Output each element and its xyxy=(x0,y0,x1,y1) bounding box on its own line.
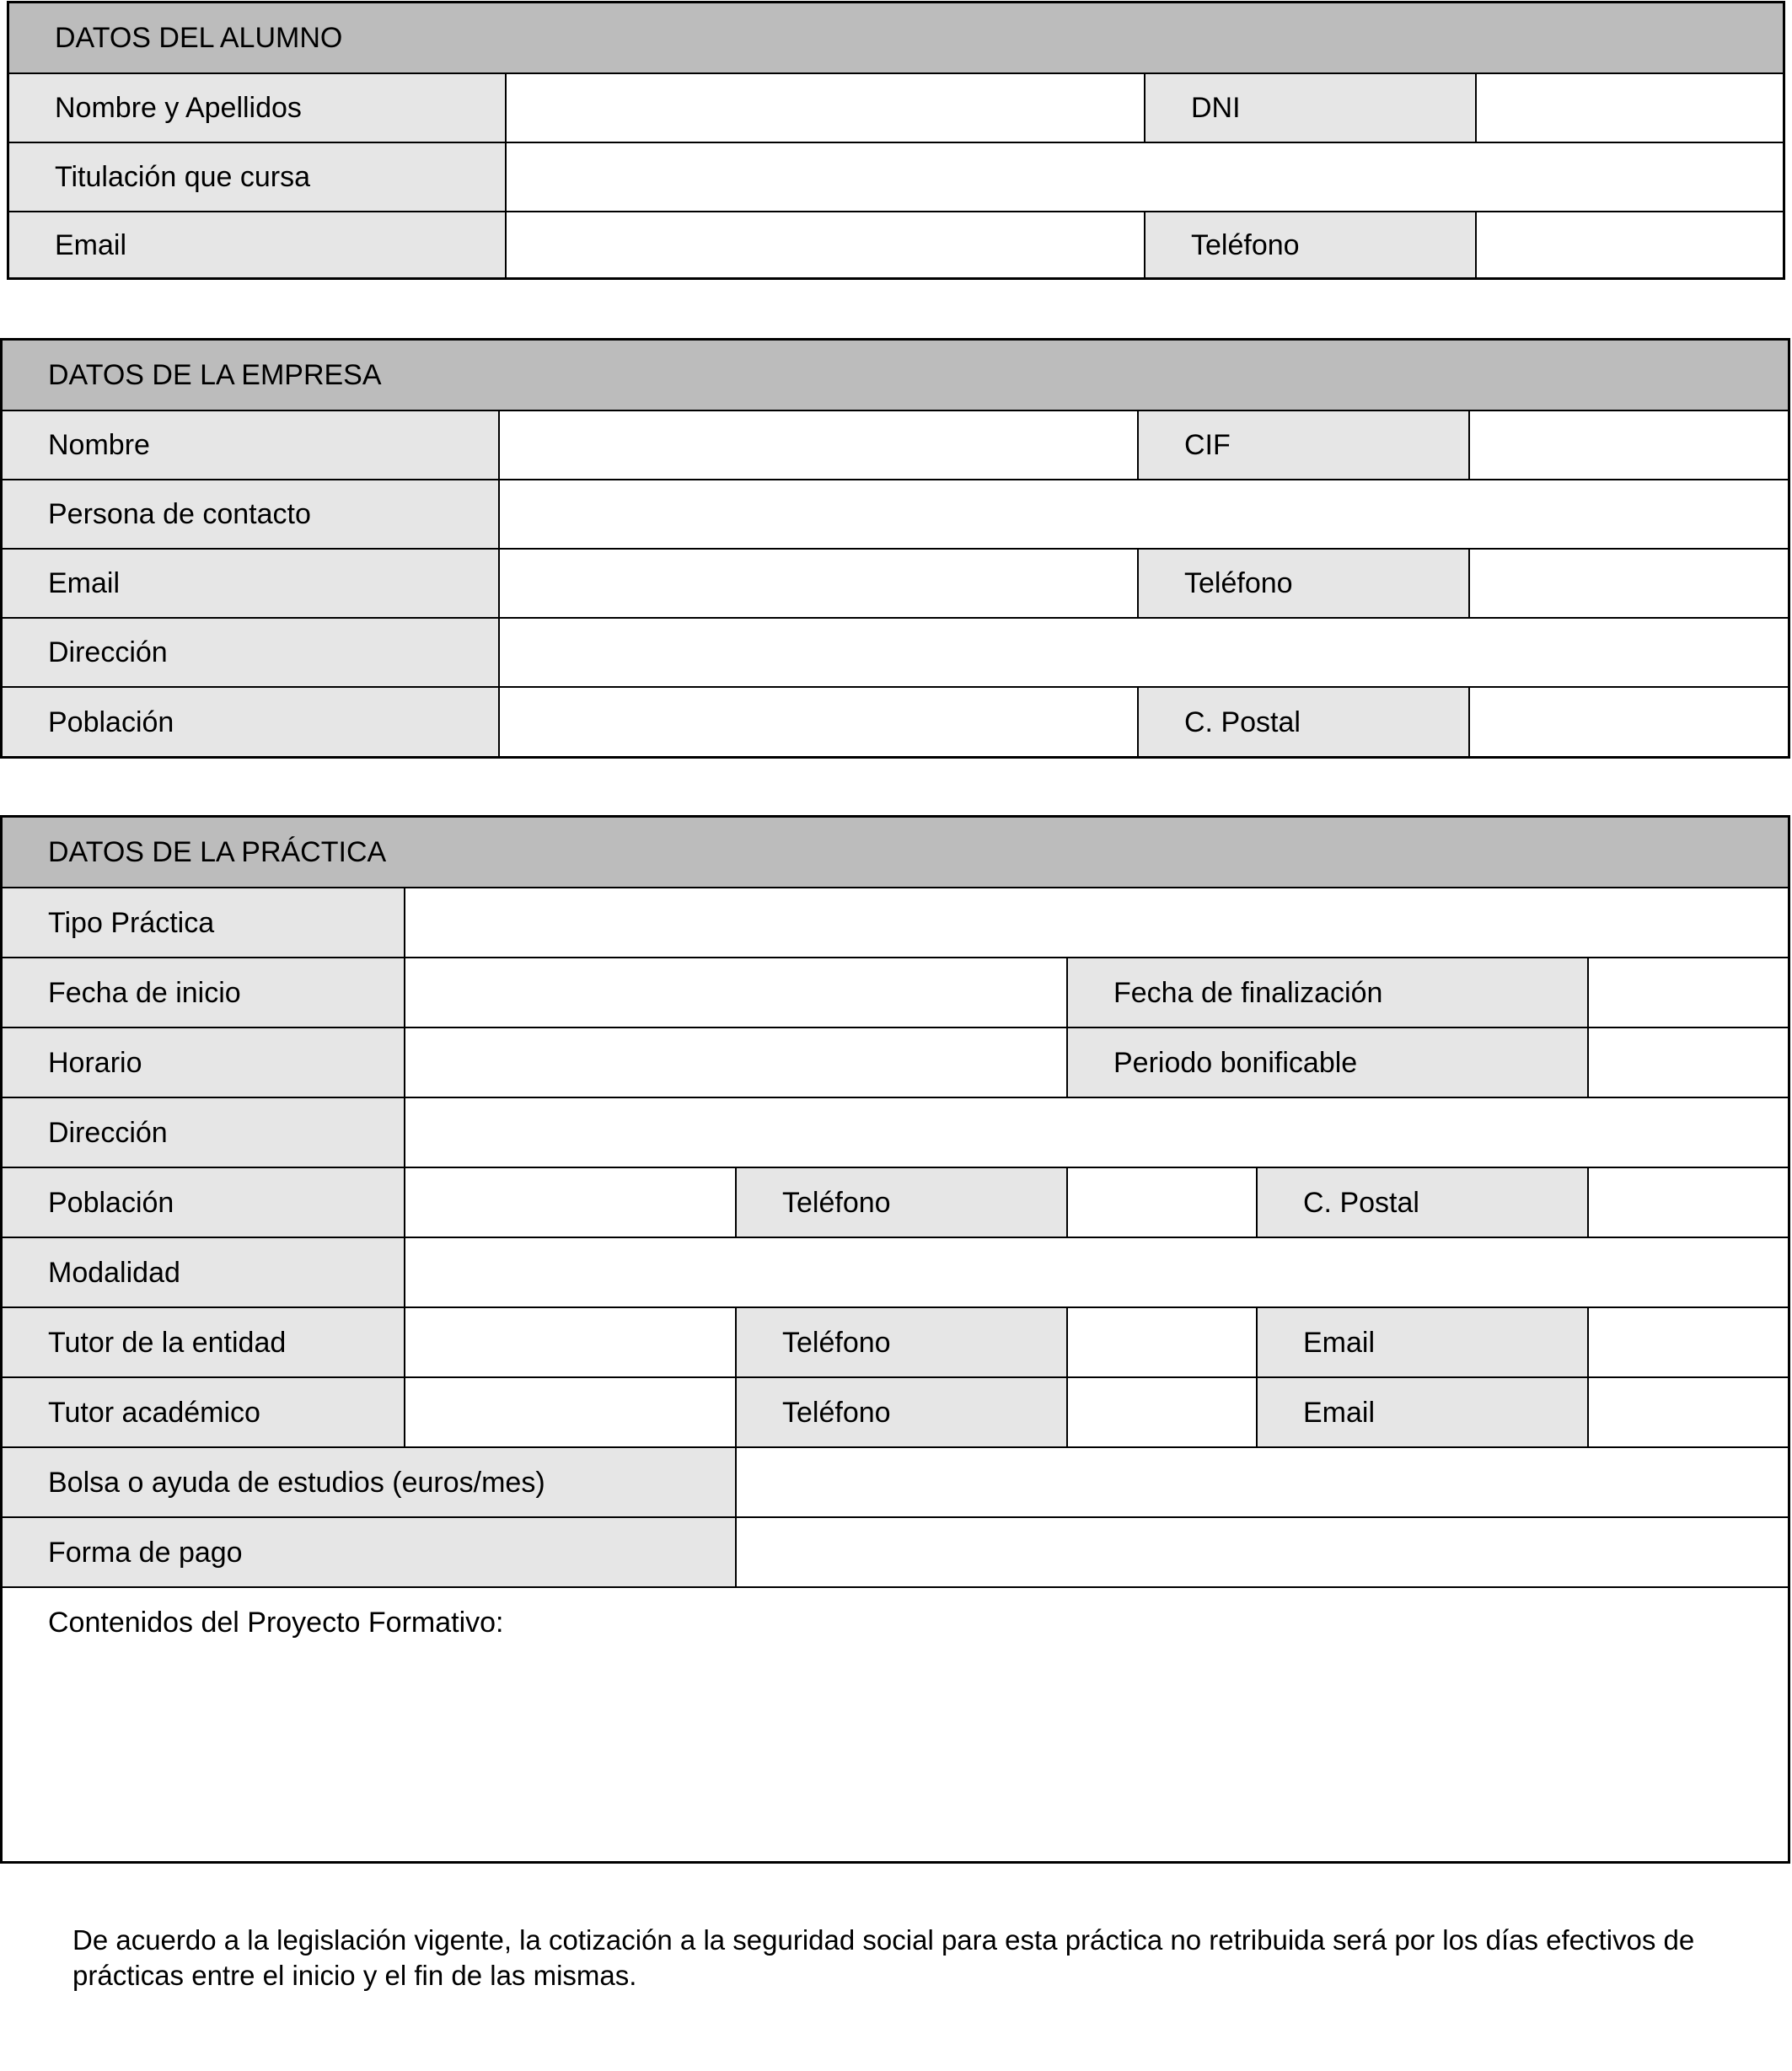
practica-direccion-field[interactable] xyxy=(404,1098,1788,1167)
tutor-academico-field[interactable] xyxy=(404,1378,735,1446)
alumno-telefono-label: Teléfono xyxy=(1191,228,1300,261)
bolsa-label-cell xyxy=(3,1448,735,1516)
alumno-header xyxy=(9,3,1783,72)
practica-postal-label: C. Postal xyxy=(1303,1186,1419,1219)
practica-row-poblacion xyxy=(3,1167,1788,1237)
practica-section xyxy=(0,815,1790,1864)
empresa-direccion-label-cell xyxy=(3,619,498,686)
alumno-email-label-cell xyxy=(9,212,505,277)
cif-label: CIF xyxy=(1184,429,1231,461)
empresa-direccion-label: Dirección xyxy=(48,636,168,668)
bolsa-label: Bolsa o ayuda de estudios (euros/mes) xyxy=(48,1466,545,1499)
practica-row-forma-pago xyxy=(3,1516,1788,1586)
tutor-academico-label-cell xyxy=(3,1378,404,1446)
empresa-nombre-label: Nombre xyxy=(48,429,150,461)
tipo-practica-label: Tipo Práctica xyxy=(48,906,215,939)
practica-row-tipo xyxy=(3,887,1788,957)
tipo-practica-label-cell xyxy=(3,888,404,957)
fecha-fin-label: Fecha de finalización xyxy=(1113,976,1383,1009)
tutor-entidad-email-field[interactable] xyxy=(1587,1308,1788,1376)
tutor-entidad-field[interactable] xyxy=(404,1308,735,1376)
empresa-telefono-label-cell xyxy=(1137,550,1468,617)
dni-label-cell xyxy=(1144,74,1475,142)
empresa-direccion-field[interactable] xyxy=(498,619,1788,686)
tutor-entidad-label-cell xyxy=(3,1308,404,1376)
forma-pago-label-cell xyxy=(3,1518,735,1586)
forma-pago-label: Forma de pago xyxy=(48,1536,243,1569)
practica-row-modalidad xyxy=(3,1237,1788,1306)
fecha-inicio-field[interactable] xyxy=(404,958,1066,1027)
tutor-academico-telefono-label-cell xyxy=(735,1378,1066,1446)
practica-poblacion-label: Población xyxy=(48,1186,174,1219)
practica-row-tutor-academico xyxy=(3,1376,1788,1446)
alumno-telefono-label-cell xyxy=(1144,212,1475,277)
practica-title: DATOS DE LA PRÁCTICA xyxy=(48,836,387,868)
empresa-row-direccion xyxy=(3,617,1788,686)
fecha-fin-field[interactable] xyxy=(1587,958,1788,1027)
alumno-title: DATOS DEL ALUMNO xyxy=(55,22,343,54)
contacto-field[interactable] xyxy=(498,480,1788,548)
fecha-inicio-label: Fecha de inicio xyxy=(48,976,241,1009)
tutor-entidad-label: Tutor de la entidad xyxy=(48,1326,287,1359)
titulacion-label: Titulación que cursa xyxy=(55,161,311,193)
tutor-entidad-telefono-field[interactable] xyxy=(1066,1308,1256,1376)
modalidad-label-cell xyxy=(3,1238,404,1306)
alumno-row-titulacion xyxy=(9,142,1783,211)
empresa-poblacion-label: Población xyxy=(48,706,174,738)
empresa-poblacion-label-cell xyxy=(3,688,498,756)
contacto-label-cell xyxy=(3,480,498,548)
practica-header xyxy=(3,818,1788,887)
tutor-entidad-telefono-label: Teléfono xyxy=(782,1326,891,1359)
empresa-email-label: Email xyxy=(48,567,121,599)
empresa-postal-field[interactable] xyxy=(1468,688,1788,756)
legal-note: De acuerdo a la legislación vigente, la cotización a la seguridad social para esta práctica no retribuida será por los días efectivos de prácticas entre el inicio y el fin de las mismas. xyxy=(72,1924,1695,1991)
tutor-academico-email-field[interactable] xyxy=(1587,1378,1788,1446)
bolsa-field[interactable] xyxy=(735,1448,1788,1516)
fecha-fin-label-cell xyxy=(1066,958,1587,1027)
practica-postal-field[interactable] xyxy=(1587,1168,1788,1237)
horario-label-cell xyxy=(3,1028,404,1097)
alumno-email-field[interactable] xyxy=(505,212,1144,277)
practica-row-fechas xyxy=(3,957,1788,1027)
nombre-apellidos-field[interactable] xyxy=(505,74,1144,142)
fecha-inicio-label-cell xyxy=(3,958,404,1027)
tipo-practica-field[interactable] xyxy=(404,888,1788,957)
periodo-label-cell xyxy=(1066,1028,1587,1097)
empresa-telefono-label: Teléfono xyxy=(1184,567,1293,599)
empresa-email-field[interactable] xyxy=(498,550,1137,617)
practica-row-bolsa xyxy=(3,1446,1788,1516)
tutor-academico-email-label: Email xyxy=(1303,1396,1376,1429)
nombre-apellidos-label: Nombre y Apellidos xyxy=(55,92,302,124)
alumno-section xyxy=(7,1,1785,280)
empresa-postal-label: C. Postal xyxy=(1184,706,1301,738)
periodo-field[interactable] xyxy=(1587,1028,1788,1097)
titulacion-label-cell xyxy=(9,143,505,211)
empresa-nombre-label-cell xyxy=(3,411,498,479)
contenidos-label: Contenidos del Proyecto Formativo: xyxy=(48,1607,504,1639)
cif-field[interactable] xyxy=(1468,411,1788,479)
empresa-row-nombre xyxy=(3,410,1788,479)
tutor-entidad-telefono-label-cell xyxy=(735,1308,1066,1376)
alumno-telefono-field[interactable] xyxy=(1475,212,1783,277)
tutor-entidad-email-label-cell xyxy=(1256,1308,1587,1376)
tutor-academico-telefono-label: Teléfono xyxy=(782,1396,891,1429)
empresa-telefono-field[interactable] xyxy=(1468,550,1788,617)
horario-label: Horario xyxy=(48,1046,142,1079)
practica-telefono-field[interactable] xyxy=(1066,1168,1256,1237)
dni-field[interactable] xyxy=(1475,74,1783,142)
empresa-title: DATOS DE LA EMPRESA xyxy=(48,359,382,391)
empresa-row-email xyxy=(3,548,1788,617)
periodo-label: Periodo bonificable xyxy=(1113,1046,1358,1079)
tutor-academico-label: Tutor académico xyxy=(48,1396,260,1429)
cif-label-cell xyxy=(1137,411,1468,479)
nombre-apellidos-label-cell xyxy=(9,74,505,142)
empresa-row-contacto xyxy=(3,479,1788,548)
practica-poblacion-field[interactable] xyxy=(404,1168,735,1237)
practica-postal-label-cell xyxy=(1256,1168,1587,1237)
modalidad-field[interactable] xyxy=(404,1238,1788,1306)
alumno-row-nombre xyxy=(9,72,1783,142)
practica-telefono-label-cell xyxy=(735,1168,1066,1237)
tutor-academico-telefono-field[interactable] xyxy=(1066,1378,1256,1446)
practica-row-tutor-entidad xyxy=(3,1306,1788,1376)
contacto-label: Persona de contacto xyxy=(48,498,311,530)
titulacion-field[interactable] xyxy=(505,143,1783,211)
empresa-header xyxy=(3,341,1788,410)
empresa-poblacion-field[interactable] xyxy=(498,688,1137,756)
empresa-email-label-cell xyxy=(3,550,498,617)
dni-label: DNI xyxy=(1191,92,1241,124)
practica-poblacion-label-cell xyxy=(3,1168,404,1237)
empresa-section xyxy=(0,338,1790,759)
empresa-row-poblacion xyxy=(3,686,1788,756)
empresa-nombre-field[interactable] xyxy=(498,411,1137,479)
contenidos-field[interactable] xyxy=(3,1586,1788,1861)
forma-pago-field[interactable] xyxy=(735,1518,1788,1586)
modalidad-label: Modalidad xyxy=(48,1256,180,1289)
alumno-row-email xyxy=(9,211,1783,277)
practica-direccion-label: Dirección xyxy=(48,1116,168,1149)
practica-telefono-label: Teléfono xyxy=(782,1186,891,1219)
practica-row-direccion xyxy=(3,1097,1788,1167)
horario-field[interactable] xyxy=(404,1028,1066,1097)
tutor-academico-email-label-cell xyxy=(1256,1378,1587,1446)
alumno-email-label: Email xyxy=(55,228,127,261)
practica-row-horario xyxy=(3,1027,1788,1097)
tutor-entidad-email-label: Email xyxy=(1303,1326,1376,1359)
practica-direccion-label-cell xyxy=(3,1098,404,1167)
empresa-postal-label-cell xyxy=(1137,688,1468,756)
